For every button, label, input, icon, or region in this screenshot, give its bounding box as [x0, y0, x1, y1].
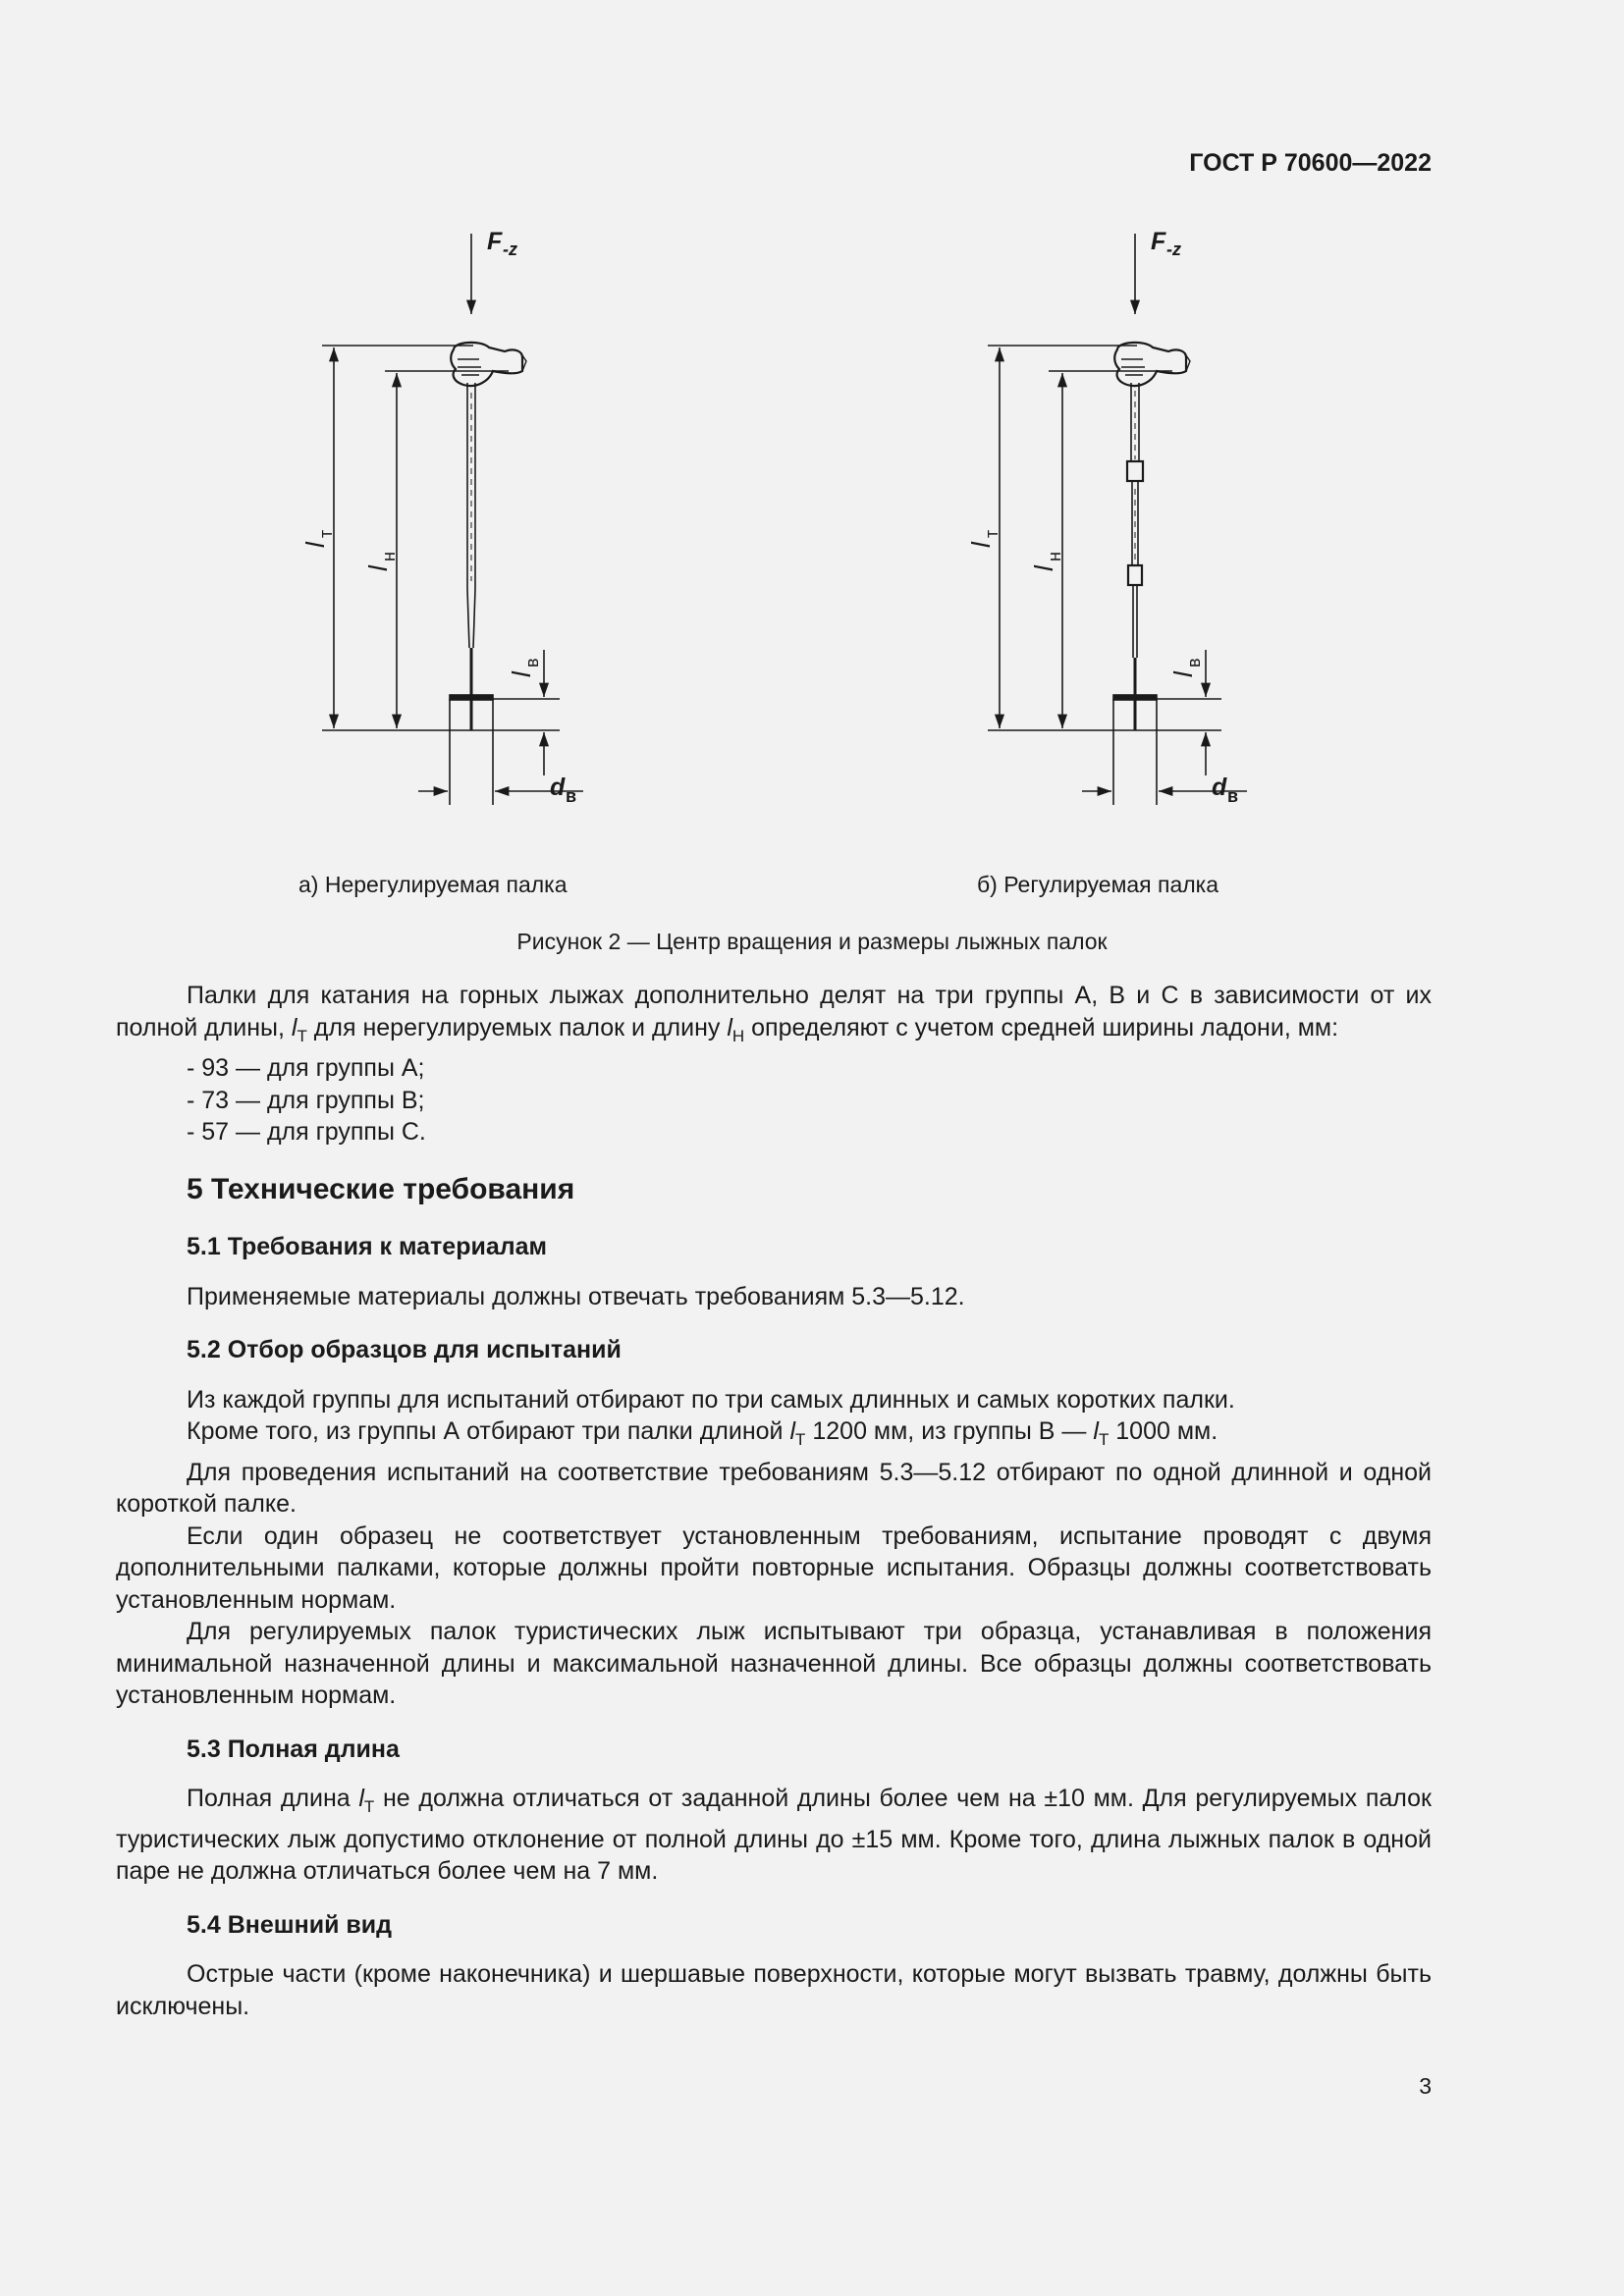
force-label-b: F — [1151, 228, 1166, 255]
subsection-heading-5-3: 5.3 Полная длина — [187, 1735, 400, 1763]
list-item: - 57 — для группы С. — [187, 1118, 426, 1146]
section-heading-5: 5 Технические требования — [187, 1172, 575, 1205]
symbol-lh: $l_H$ — [727, 1013, 745, 1045]
force-sub-b: -z — [1166, 240, 1181, 259]
pole-a-drawing — [322, 234, 583, 805]
dim-lb-sub-b: в — [1184, 658, 1204, 667]
paragraph-5-2-5: Для регулируемых палок туристических лыж испытывают три образца, устанавливая в положения минимальной назначенной длины и максимальной назначенной длины. Все образцы должны соответствовать установленным нормам. — [116, 1618, 1432, 1709]
figure-caption: Рисунок 2 — Центр вращения и размеры лыжных палок — [516, 929, 1108, 954]
paragraph-5-1: Применяемые материалы должны отвечать требованиям 5.3—5.12. — [187, 1282, 965, 1310]
dim-lb-b: l — [1168, 671, 1198, 677]
list-item: - 73 — для группы В; — [187, 1086, 425, 1114]
dim-lh-b: l — [1029, 565, 1058, 571]
symbol-lt: $l_T$ — [291, 1013, 307, 1045]
document-header: ГОСТ Р 70600—2022 — [1189, 149, 1432, 177]
dim-lt-sub-b: т — [982, 529, 1001, 538]
dim-lh-sub-b: н — [1045, 552, 1064, 561]
dim-db-a: d — [550, 774, 566, 801]
dim-db-sub-b: в — [1227, 786, 1239, 806]
subsection-heading-5-4: 5.4 Внешний вид — [187, 1910, 392, 1939]
subsection-heading-5-1: 5.1 Требования к материалам — [187, 1233, 548, 1260]
paragraph-5-3: Полная длина $l_T$ не должна отличаться от заданной длины более чем на ±10 мм. Для регулируемых палок туристических лыж допустимо отклонение от полной длины до ±15 мм. Кроме того, длина лыжных палок в одной паре не должна отличаться более чем на 7 мм. — [116, 1785, 1432, 1885]
paragraph-5-2-3: Для проведения испытаний на соответствие требованиям 5.3—5.12 отбирают по одной длинной и одной короткой палке. — [116, 1458, 1432, 1518]
paragraph-5-4: Острые части (кроме наконечника) и шершавые поверхности, которые могут вызвать травму, должны быть исключены. — [116, 1960, 1432, 2020]
page-number: 3 — [1419, 2073, 1432, 2099]
dim-lt-b: l — [966, 542, 996, 548]
dim-lt-sub-a: т — [316, 529, 336, 538]
paragraph-5-2-2: Кроме того, из группы А отбирают три палки длиной $l_T$ 1200 мм, из группы В — $l_T$ 1000 мм. — [187, 1417, 1218, 1449]
pole-b-drawing — [988, 234, 1247, 805]
force-sub-a: -z — [503, 240, 517, 259]
list-item: - 93 — для группы А; — [187, 1054, 425, 1082]
dim-lh-sub-a: н — [379, 552, 399, 561]
paragraph-5-2-4: Если один образец не соответствует установленным требованиям, испытание проводят с двумя дополнительными палками, которые должны пройти повторные испытания. Образцы должны соответствовать установленным нормам. — [116, 1522, 1432, 1614]
sub-caption-b: б) Регулируемая палка — [977, 872, 1219, 897]
paragraph-groups: Палки для катания на горных лыжах дополнительно делят на три группы А, В и С в зависимости от их полной длины, $l_T$ для нерегулируемых палок и длину $l_H$ определяют с учетом средней ширины ладони, мм: — [116, 982, 1432, 1045]
subsection-heading-5-2: 5.2 Отбор образцов для испытаний — [187, 1336, 622, 1363]
figure-drawing — [236, 216, 1365, 844]
body-text — [116, 980, 1432, 2022]
dim-db-b: d — [1212, 774, 1227, 801]
paragraph-5-2-1: Из каждой группы для испытаний отбирают по три самых длинных и самых коротких палки. — [187, 1385, 1235, 1414]
sub-caption-a: а) Нерегулируемая палка — [298, 872, 568, 897]
force-label-a: F — [487, 228, 503, 255]
dim-lh-a: l — [363, 565, 393, 571]
figure-ski-poles — [236, 216, 1365, 844]
dim-db-sub-a: в — [566, 786, 577, 806]
dim-lb-a: l — [507, 671, 536, 677]
dim-lt-a: l — [300, 542, 330, 548]
dim-lb-sub-a: в — [522, 658, 542, 667]
